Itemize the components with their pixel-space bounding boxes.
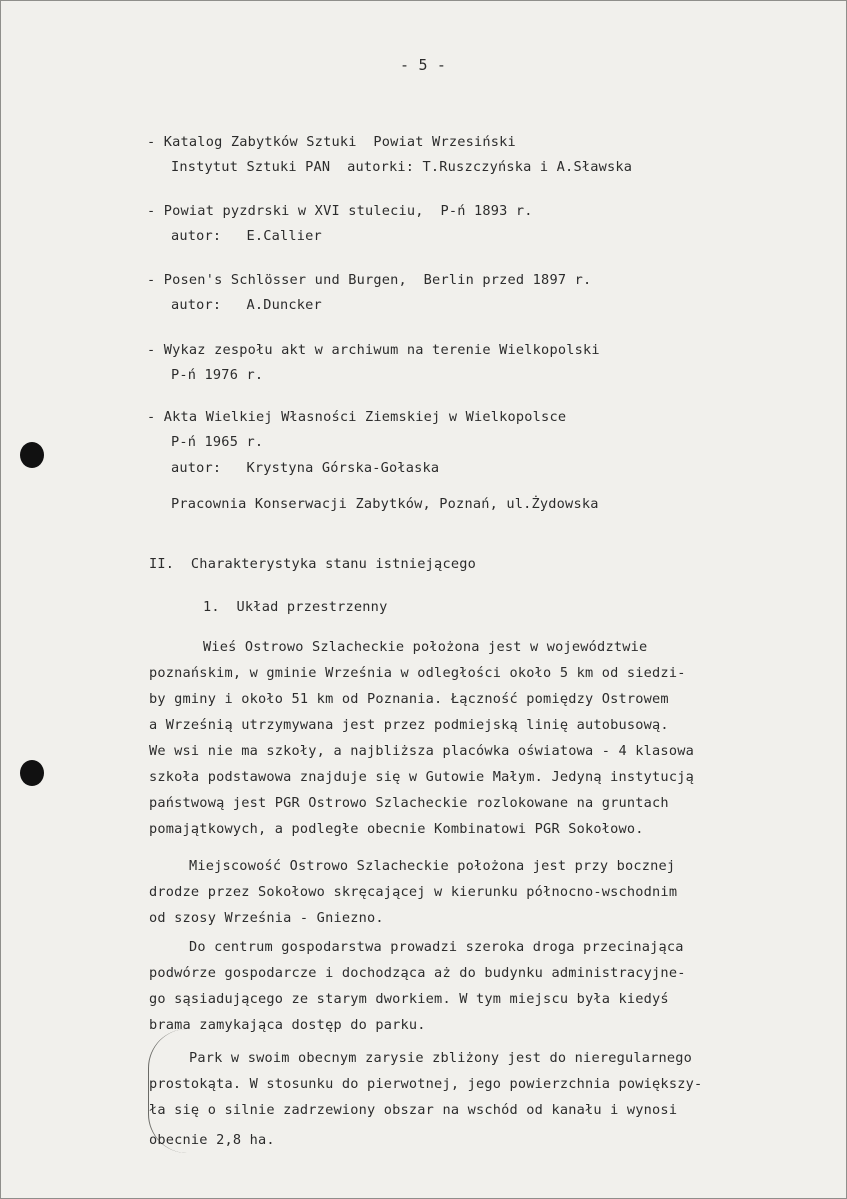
- paragraph-line: Wieś Ostrowo Szlacheckie położona jest w województwie: [203, 639, 648, 655]
- subsection-heading: 1. Układ przestrzenny: [203, 599, 388, 615]
- paragraph-line: szkoła podstawowa znajduje się w Gutowie Małym. Jedyną instytucją: [149, 769, 694, 785]
- paragraph-line: Park w swoim obecnym zarysie zbliżony jest do nieregularnego: [189, 1050, 693, 1066]
- paragraph-line: by gminy i około 51 km od Poznania. Łączność pomiędzy Ostrowem: [149, 691, 669, 707]
- paragraph-line: a Wrześnią utrzymywana jest przez podmiejską linię autobusową.: [149, 717, 669, 733]
- bibliography-entry-1-detail: Instytut Sztuki PAN autorki: T.Ruszczyńska i A.Sławska: [171, 159, 633, 175]
- page-number: - 5 -: [400, 56, 447, 74]
- bibliography-entry-3-title: - Posen's Schlösser und Burgen, Berlin przed 1897 r.: [147, 272, 592, 288]
- bibliography-entry-1-title: - Katalog Zabytków Sztuki Powiat Wrzesiński: [147, 134, 516, 150]
- paragraph-line: obecnie 2,8 ha.: [149, 1132, 275, 1148]
- punch-hole: [20, 760, 44, 786]
- paragraph-line: Miejscowość Ostrowo Szlacheckie położona jest przy bocznej: [189, 858, 676, 874]
- section-heading: II. Charakterystyka stanu istniejącego: [149, 556, 476, 572]
- bibliography-entry-5-title: - Akta Wielkiej Własności Ziemskiej w Wielkopolsce: [147, 409, 567, 425]
- bibliography-entry-2-title: - Powiat pyzdrski w XVI stuleciu, P-ń 1893 r.: [147, 203, 533, 219]
- bibliography-entry-5-detail: P-ń 1965 r.: [171, 434, 264, 450]
- paragraph-line: ła się o silnie zadrzewiony obszar na wschód od kanału i wynosi: [149, 1102, 678, 1118]
- bibliography-entry-2-author: autor: E.Callier: [171, 228, 322, 244]
- paragraph-line: We wsi nie ma szkoły, a najbliższa placówka oświatowa - 4 klasowa: [149, 743, 694, 759]
- paragraph-line: prostokąta. W stosunku do pierwotnej, jego powierzchnia powiększy-: [149, 1076, 703, 1092]
- bibliography-entry-4-title: - Wykaz zespołu akt w archiwum na terenie Wielkopolski: [147, 342, 600, 358]
- paragraph-line: podwórze gospodarcze i dochodząca aż do budynku administracyjne-: [149, 965, 686, 981]
- bibliography-entry-4-detail: P-ń 1976 r.: [171, 367, 264, 383]
- paragraph-line: brama zamykająca dostęp do parku.: [149, 1017, 426, 1033]
- bibliography-entry-3-author: autor: A.Duncker: [171, 297, 322, 313]
- paragraph-line: pomajątkowych, a podległe obecnie Kombinatowi PGR Sokołowo.: [149, 821, 644, 837]
- punch-hole: [20, 442, 44, 468]
- bibliography-entry-5-location: Pracownia Konserwacji Zabytków, Poznań, ul.Żydowska: [171, 496, 599, 512]
- paragraph-line: poznańskim, w gminie Września w odległości około 5 km od siedzi-: [149, 665, 686, 681]
- paragraph-line: Do centrum gospodarstwa prowadzi szeroka droga przecinająca: [189, 939, 684, 955]
- paragraph-line: państwową jest PGR Ostrowo Szlacheckie rozlokowane na gruntach: [149, 795, 669, 811]
- bibliography-entry-5-author: autor: Krystyna Górska-Gołaska: [171, 460, 440, 476]
- paragraph-line: go sąsiadującego ze starym dworkiem. W tym miejscu była kiedyś: [149, 991, 669, 1007]
- paragraph-line: drodze przez Sokołowo skręcającej w kierunku północno-wschodnim: [149, 884, 678, 900]
- paragraph-line: od szosy Września - Gniezno.: [149, 910, 384, 926]
